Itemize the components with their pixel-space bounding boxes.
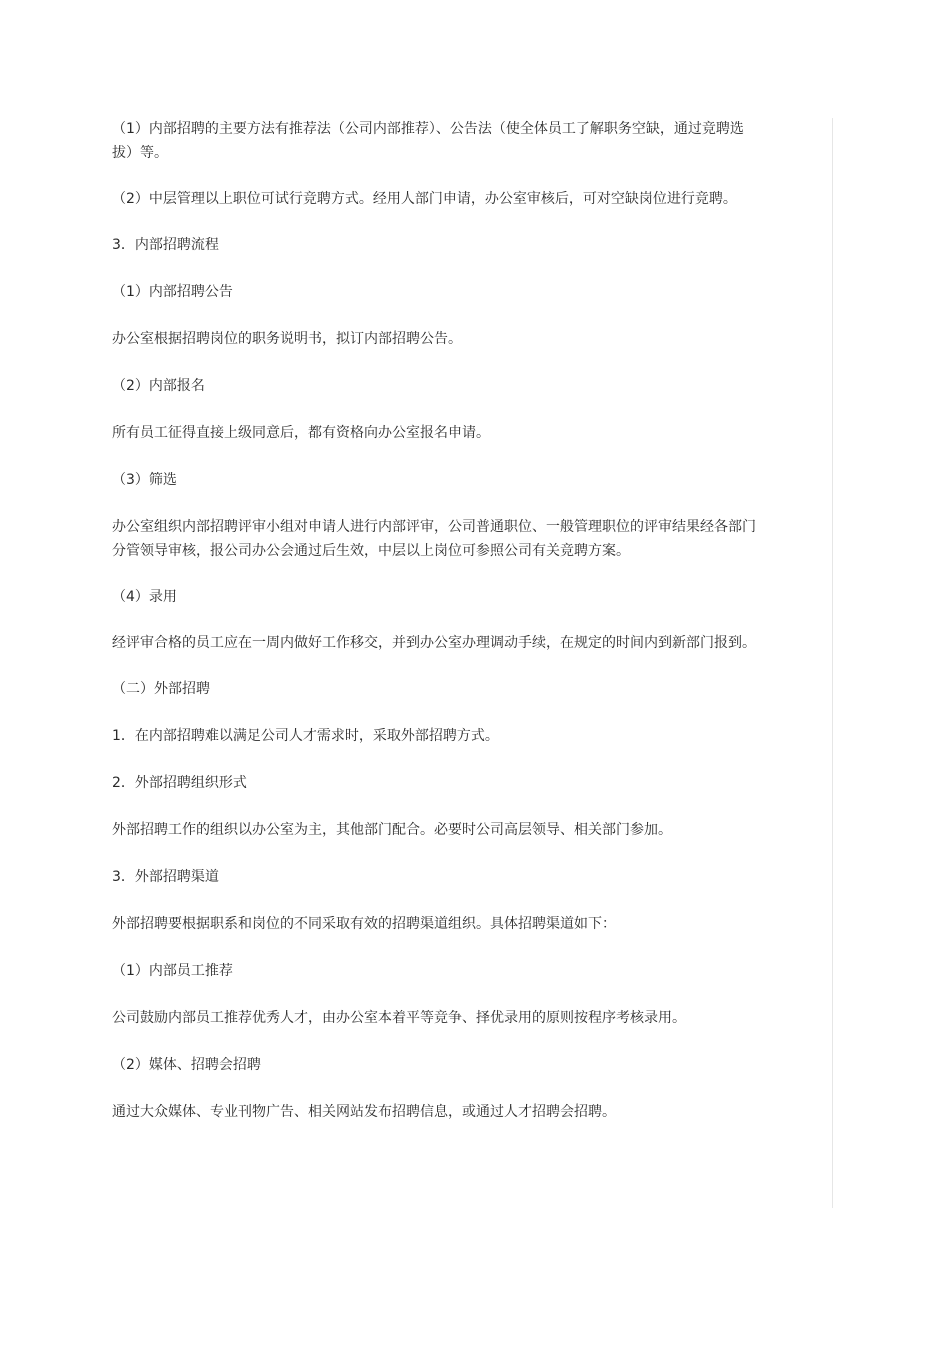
section-heading: 3．外部招聘渠道	[112, 869, 219, 885]
sub-heading: （1）内部员工推荐	[112, 963, 233, 979]
paragraph: （2）中层管理以上职位可试行竞聘方式。经用人部门申请，办公室审核后，可对空缺岗位进行竞聘。	[112, 191, 737, 207]
section-heading: （二）外部招聘	[112, 681, 210, 697]
sub-heading: （4）录用	[112, 589, 177, 605]
paragraph: 外部招聘要根据职系和岗位的不同采取有效的招聘渠道组织。具体招聘渠道如下：	[112, 916, 616, 932]
paragraph: 外部招聘工作的组织以办公室为主，其他部门配合。必要时公司高层领导、相关部门参加。	[112, 822, 672, 838]
section-heading: 2．外部招聘组织形式	[112, 775, 247, 791]
sub-heading: （1）内部招聘公告	[112, 284, 233, 300]
sub-heading: （2）内部报名	[112, 378, 205, 394]
paragraph: 所有员工征得直接上级同意后，都有资格向办公室报名申请。	[112, 425, 490, 441]
document-body	[112, 117, 762, 1124]
section-heading: 3．内部招聘流程	[112, 237, 219, 253]
paragraph: 经评审合格的员工应在一周内做好工作移交，并到办公室办理调动手续，在规定的时间内到新部门报到。	[112, 635, 756, 651]
paragraph: 公司鼓励内部员工推荐优秀人才，由办公室本着平等竞争、择优录用的原则按程序考核录用。	[112, 1010, 686, 1026]
paragraph: 通过大众媒体、专业刊物广告、相关网站发布招聘信息，或通过人才招聘会招聘。	[112, 1104, 616, 1120]
page-edge-rule	[832, 118, 833, 1208]
paragraph: 1．在内部招聘难以满足公司人才需求时，采取外部招聘方式。	[112, 728, 499, 744]
paragraph: 办公室组织内部招聘评审小组对申请人进行内部评审，公司普通职位、一般管理职位的评审结果经各部门分管领导审核，报公司办公会通过后生效，中层以上岗位可参照公司有关竞聘方案。	[112, 519, 756, 559]
paragraph: 办公室根据招聘岗位的职务说明书，拟订内部招聘公告。	[112, 331, 462, 347]
paragraph: （1）内部招聘的主要方法有推荐法（公司内部推荐）、公告法（使全体员工了解职务空缺，通过竞聘选拔）等。	[112, 121, 744, 161]
sub-heading: （3）筛选	[112, 472, 177, 488]
sub-heading: （2）媒体、招聘会招聘	[112, 1057, 261, 1073]
